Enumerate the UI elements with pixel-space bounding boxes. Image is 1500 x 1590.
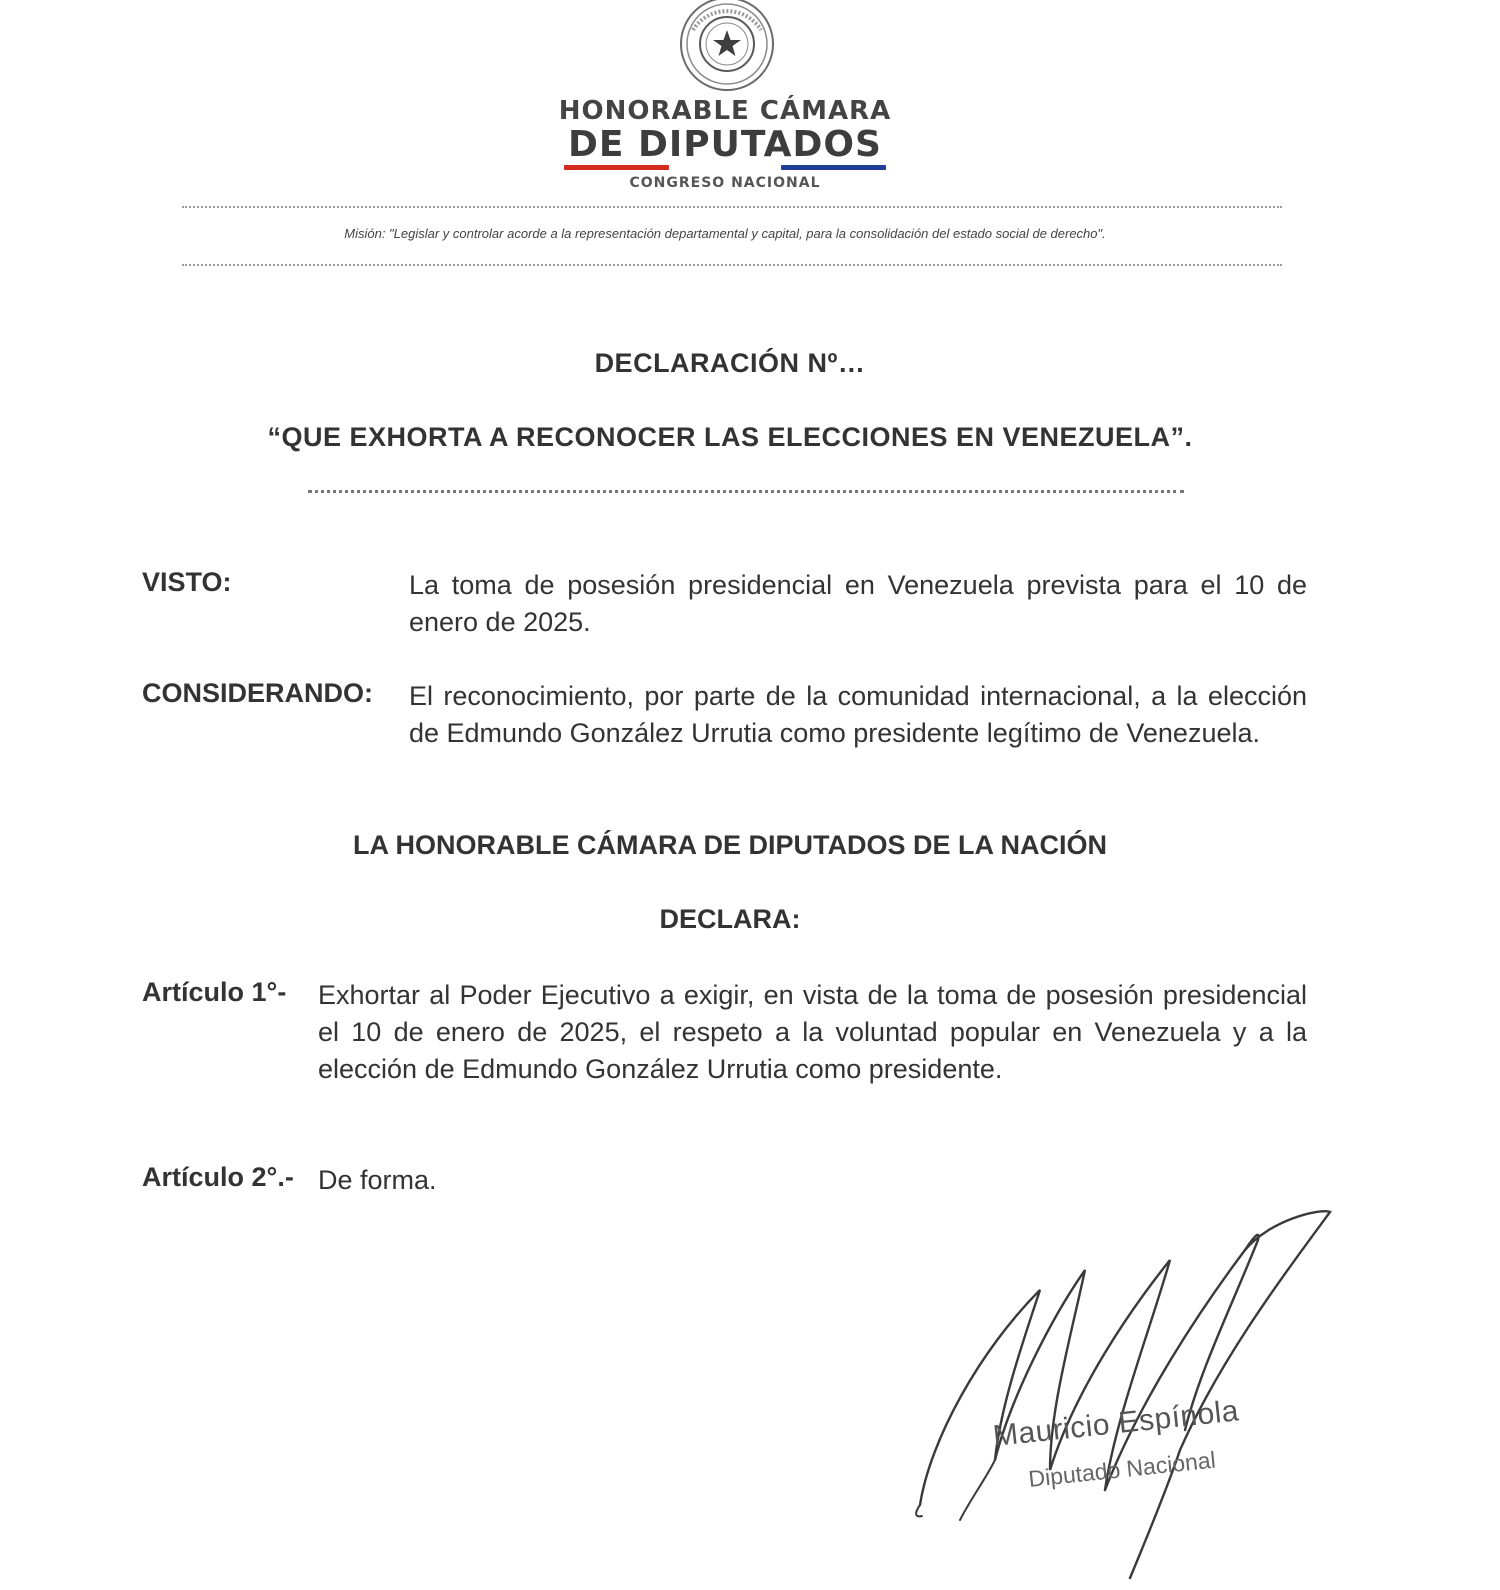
signatory-role: Diputado Nacional: [1027, 1446, 1217, 1493]
flag-color-bars: [564, 165, 886, 171]
declara-heading: DECLARA:: [659, 904, 801, 934]
red-bar: [564, 165, 669, 170]
article2-label: Artículo 2°.-: [142, 1162, 294, 1192]
subject-divider: [308, 490, 1184, 493]
handwritten-signature: [900, 1200, 1360, 1580]
header-divider-top: [182, 206, 1282, 208]
institution-line1: HONORABLE CÁMARA: [558, 96, 892, 126]
article1-text: Exhortar al Poder Ejecutivo a exigir, en vista de la toma de posesión presidencial el 10 de enero de 2025, el respeto a la voluntad popular en Venezuela y a la elección de Edmundo González Urrutia como presidente.: [318, 980, 1307, 1084]
declaration-number: DECLARACIÓN Nº…: [594, 348, 866, 378]
national-seal-icon: [677, 0, 777, 96]
blue-bar: [781, 165, 886, 170]
considerando-label: CONSIDERANDO:: [142, 678, 374, 708]
considerando-text: El reconocimiento, por parte de la comunidad internacional, a la elección de Edmundo González Urrutia como presidente legítimo de Venezuela.: [409, 681, 1307, 748]
visto-text: La toma de posesión presidencial en Venezuela prevista para el 10 de enero de 2025.: [409, 570, 1307, 637]
signatory-name: Mauricio Espínola: [991, 1394, 1241, 1454]
institution-line3: CONGRESO NACIONAL: [629, 175, 821, 191]
institution-logo: [540, 96, 910, 191]
article1-label: Artículo 1°-: [142, 977, 287, 1007]
visto-label: VISTO:: [142, 567, 232, 597]
declaration-subject: “QUE EXHORTA A RECONOCER LAS ELECCIONES EN VENEZUELA”.: [267, 422, 1193, 452]
article2-text: De forma.: [318, 1165, 437, 1195]
chamber-heading: LA HONORABLE CÁMARA DE DIPUTADOS DE LA NACIÓN: [353, 830, 1107, 860]
header-divider-bottom: [182, 264, 1282, 266]
institution-line2: DE DIPUTADOS: [568, 124, 882, 165]
mission-statement: Misión: "Legislar y controlar acorde a la representación departamental y capital, para la consolidación del estado social de derecho".: [344, 226, 1106, 241]
